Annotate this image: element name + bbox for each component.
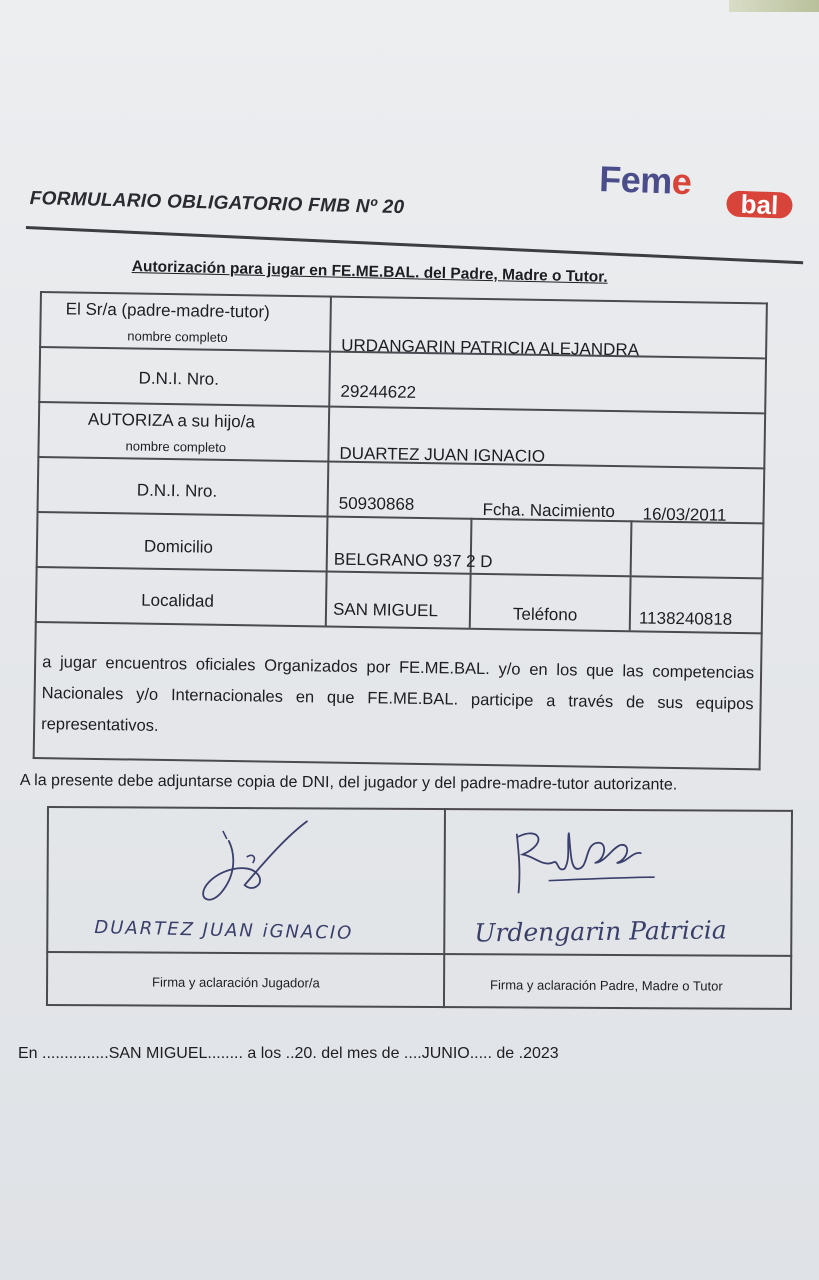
table-border-bottom — [46, 1004, 792, 1009]
parent-dni-value: 29244622 — [340, 381, 417, 402]
locality-value: SAN MIGUEL — [332, 599, 439, 621]
signature-table — [46, 806, 793, 1010]
table-border-left — [33, 291, 42, 759]
column-divider — [629, 575, 631, 630]
attachment-note: A la presente debe adjuntarse copia de DNI, del jugador y del padre-madre-tutor autorizante. — [19, 772, 678, 794]
birth-date-value: 16/03/2011 — [642, 504, 727, 525]
child-name-value: DUARTEZ JUAN IGNACIO — [339, 443, 546, 466]
femebal-logo — [598, 158, 800, 225]
logo-text-part1: Fem — [598, 158, 673, 202]
parent-dni-label: D.N.I. Nro. — [138, 368, 220, 389]
phone-label: Teléfono — [512, 604, 578, 625]
player-handwritten-name: DUARTEZ JUAN iGNACIO — [94, 916, 354, 944]
column-divider — [443, 808, 446, 1008]
authorization-table — [33, 291, 768, 770]
locality-label: Localidad — [141, 590, 215, 611]
column-divider — [630, 520, 632, 575]
closing-line: En ...............SAN MIGUEL........ a los ..20. del mes de ....JUNIO..... de .2023 — [18, 1045, 559, 1062]
logo-pill: bal — [726, 190, 793, 218]
birth-date-label: Fcha. Nacimiento — [482, 499, 616, 522]
table-border-left — [46, 806, 49, 1006]
player-signature — [186, 813, 327, 914]
table-border-top — [47, 806, 793, 811]
form-subtitle: Autorización para jugar en FE.ME.BAL. del Padre, Madre o Tutor. — [131, 258, 608, 286]
child-dni-label: D.N.I. Nro. — [136, 480, 218, 501]
table-border-right — [790, 810, 793, 1010]
background-corner — [729, 0, 819, 12]
child-sublabel: nombre completo — [125, 438, 227, 455]
address-value: BELGRANO 937 2 D — [333, 549, 493, 572]
parent-label: El Sr/a (padre-madre-tutor) — [65, 299, 270, 322]
phone-value: 1138240818 — [638, 608, 733, 629]
logo-text-part2: e — [671, 160, 693, 203]
player-signature-label: Firma y aclaración Jugador/a — [152, 974, 320, 991]
tutor-signature — [509, 822, 659, 903]
form-title: FORMULARIO OBLIGATORIO FMB Nº 20 — [29, 188, 405, 219]
column-divider — [469, 573, 471, 628]
table-border-bottom — [33, 757, 761, 770]
tutor-handwritten-name: Urdengarin Patricia — [474, 915, 727, 948]
authorization-paragraph: a jugar encuentros oficiales Organizados por FE.ME.BAL. y/o en los que las competencias Nacionales y/o Internacionales en que FE.ME.BAL. participe a través de sus equipos representativos. — [41, 653, 755, 735]
table-border-right — [759, 302, 768, 770]
row-divider — [46, 951, 792, 956]
child-label: AUTORIZA a su hijo/a — [87, 409, 256, 432]
child-dni-value: 50930868 — [338, 493, 415, 514]
parent-sublabel: nombre completo — [127, 328, 228, 345]
tutor-signature-label: Firma y aclaración Padre, Madre o Tutor — [490, 977, 723, 994]
parent-name-value: URDANGARIN PATRICIA ALEJANDRA — [341, 335, 640, 360]
address-label: Domicilio — [143, 536, 214, 557]
